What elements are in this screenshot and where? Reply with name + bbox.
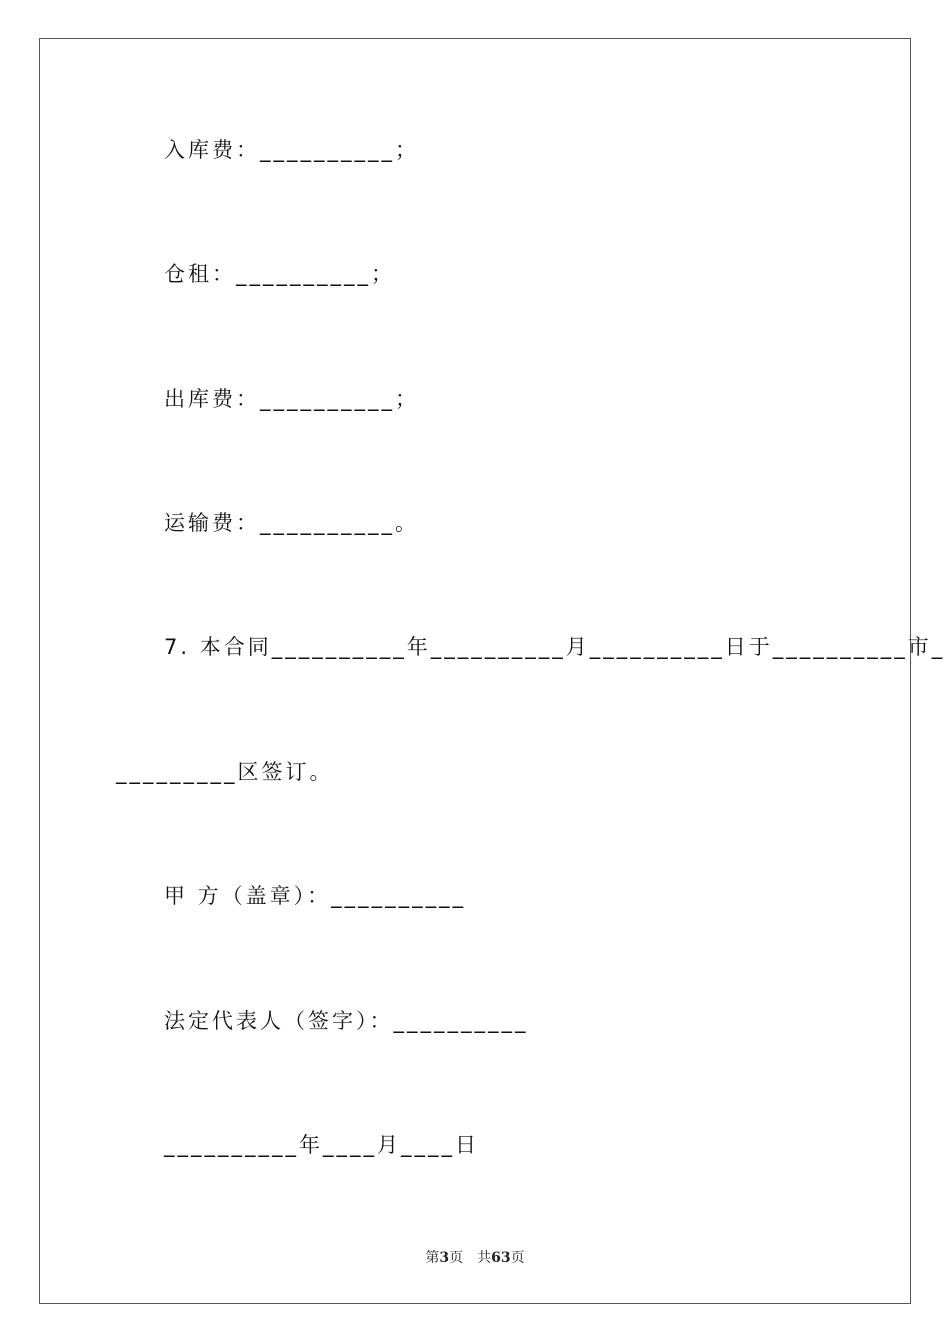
storage-rent-line: 仓租：__________； [164, 262, 395, 286]
total-prefix: 共 [477, 1250, 492, 1266]
page-footer [0, 1247, 950, 1267]
page-suffix: 页 [449, 1250, 464, 1266]
page-frame [39, 38, 911, 1304]
total-page-count: 63 [491, 1250, 511, 1266]
party-a-seal-line: 甲 方（盖章）：__________ [164, 884, 467, 908]
signing-date-line: __________年____月____日 [164, 1133, 479, 1157]
transport-fee-line: 运输费：__________。 [164, 511, 419, 535]
exit-fee-line: 出库费：__________； [164, 387, 419, 411]
total-suffix: 页 [510, 1250, 525, 1266]
current-page-number: 3 [439, 1250, 450, 1266]
page-prefix: 第 [425, 1250, 440, 1266]
clause-7-line-2: _________区签订。 [116, 760, 334, 784]
clause-7-line-1: 7. 本合同__________年__________月__________日于__________市_ [164, 635, 946, 659]
legal-representative-line: 法定代表人（签字）：__________ [164, 1009, 529, 1033]
entry-fee-line: 入库费：__________； [164, 138, 419, 162]
